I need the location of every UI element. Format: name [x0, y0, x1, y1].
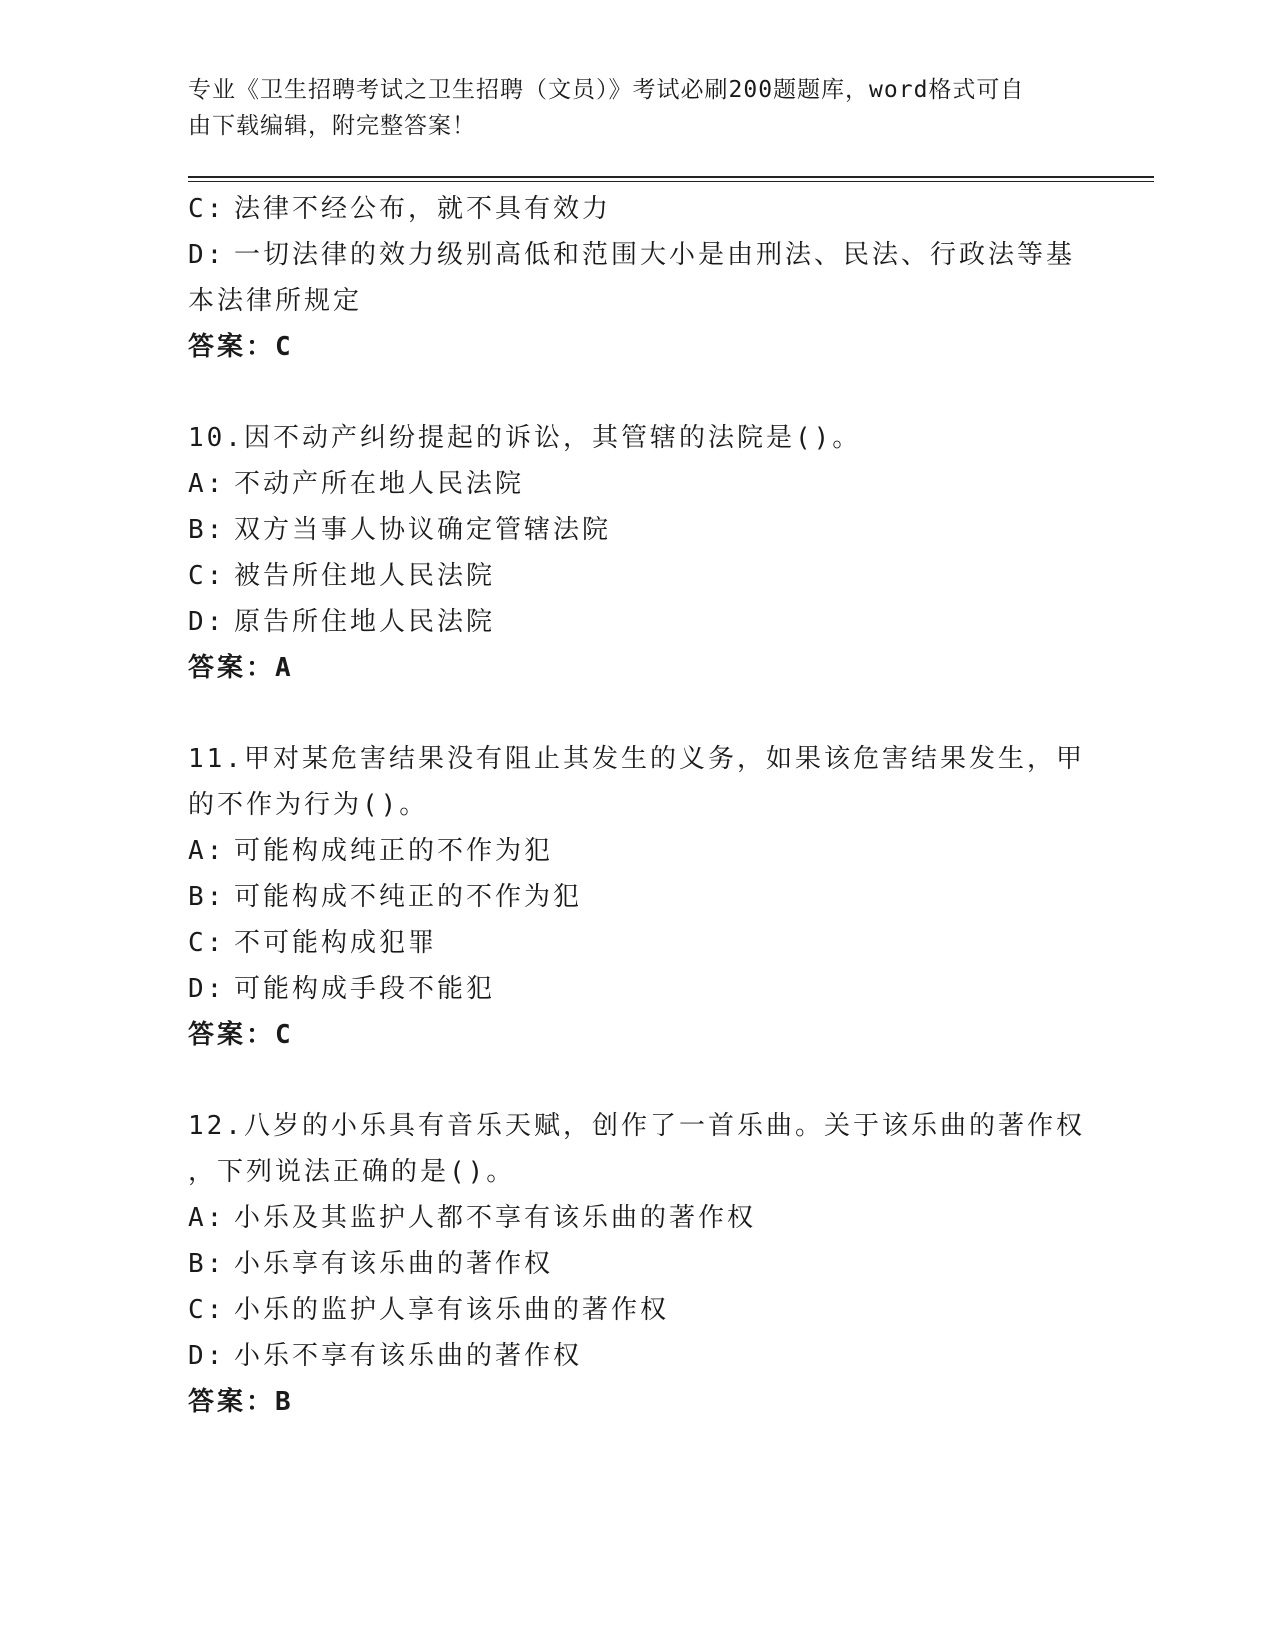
continued-question	[188, 186, 1088, 370]
header-title-line-1: 专业《卫生招聘考试之卫生招聘（文员）》考试必刷200题题库，word格式可自	[188, 77, 1025, 103]
question-12	[188, 1103, 1088, 1425]
option-text: 双方当事人协议确定管辖法院	[234, 515, 612, 545]
option-text: 可能构成不纯正的不作为犯	[234, 882, 583, 912]
option-label: B:	[188, 515, 226, 545]
option-label: D:	[188, 607, 226, 637]
option-c	[188, 553, 1088, 599]
option-label: C:	[188, 1295, 226, 1325]
answer-line: 答案：C	[188, 1020, 294, 1050]
option-d	[188, 232, 1088, 278]
answer-line: 答案：A	[188, 653, 294, 683]
option-text: 不可能构成犯罪	[234, 928, 438, 958]
option-b	[188, 1241, 1088, 1287]
option-text: 小乐享有该乐曲的著作权	[234, 1249, 554, 1279]
option-a	[188, 1195, 1088, 1241]
question-stem: 10.因不动产纠纷提起的诉讼，其管辖的法院是()。	[188, 423, 862, 453]
option-label: B:	[188, 882, 226, 912]
question-spacer	[188, 691, 1088, 736]
option-c	[188, 920, 1088, 966]
option-text: 原告所住地人民法院	[234, 607, 496, 637]
option-text: 小乐不享有该乐曲的著作权	[234, 1341, 583, 1371]
option-text: 可能构成纯正的不作为犯	[234, 836, 554, 866]
option-d-continuation: 本法律所规定	[188, 286, 363, 316]
option-text: 小乐及其监护人都不享有该乐曲的著作权	[234, 1203, 757, 1233]
question-spacer	[188, 370, 1088, 415]
option-label: C:	[188, 561, 226, 591]
option-c	[188, 186, 1088, 232]
option-label: A:	[188, 836, 226, 866]
question-11	[188, 736, 1088, 1058]
header-title-line-2: 由下载编辑，附完整答案！	[188, 113, 476, 139]
option-label: D:	[188, 1341, 226, 1371]
option-label: C:	[188, 928, 226, 958]
option-text: 法律不经公布，就不具有效力	[234, 194, 612, 224]
answer-line: 答案：C	[188, 332, 294, 362]
question-content	[188, 186, 1088, 1425]
option-text: 一切法律的效力级别高低和范围大小是由刑法、民法、行政法等基	[234, 240, 1076, 270]
answer-line: 答案：B	[188, 1387, 294, 1417]
option-b	[188, 874, 1088, 920]
option-text: 小乐的监护人享有该乐曲的著作权	[234, 1295, 670, 1325]
option-label: A:	[188, 469, 226, 499]
option-b	[188, 507, 1088, 553]
question-10	[188, 415, 1088, 691]
header-divider	[188, 176, 1154, 182]
option-text: 可能构成手段不能犯	[234, 974, 496, 1004]
question-stem-continuation: ，下列说法正确的是()。	[188, 1157, 516, 1187]
option-c	[188, 1287, 1088, 1333]
option-a	[188, 461, 1088, 507]
option-a	[188, 828, 1088, 874]
option-label: C:	[188, 194, 226, 224]
option-d	[188, 1333, 1088, 1379]
question-stem-continuation: 的不作为行为()。	[188, 790, 429, 820]
question-stem: 12.八岁的小乐具有音乐天赋，创作了一首乐曲。关于该乐曲的著作权	[188, 1111, 1085, 1141]
option-text: 被告所住地人民法院	[234, 561, 496, 591]
question-stem: 11.甲对某危害结果没有阻止其发生的义务，如果该危害结果发生，甲	[188, 744, 1085, 774]
option-d	[188, 966, 1088, 1012]
question-spacer	[188, 1058, 1088, 1103]
option-label: D:	[188, 974, 226, 1004]
page-header	[188, 72, 1088, 144]
option-label: A:	[188, 1203, 226, 1233]
option-text: 不动产所在地人民法院	[234, 469, 525, 499]
option-label: B:	[188, 1249, 226, 1279]
option-label: D:	[188, 240, 226, 270]
option-d	[188, 599, 1088, 645]
